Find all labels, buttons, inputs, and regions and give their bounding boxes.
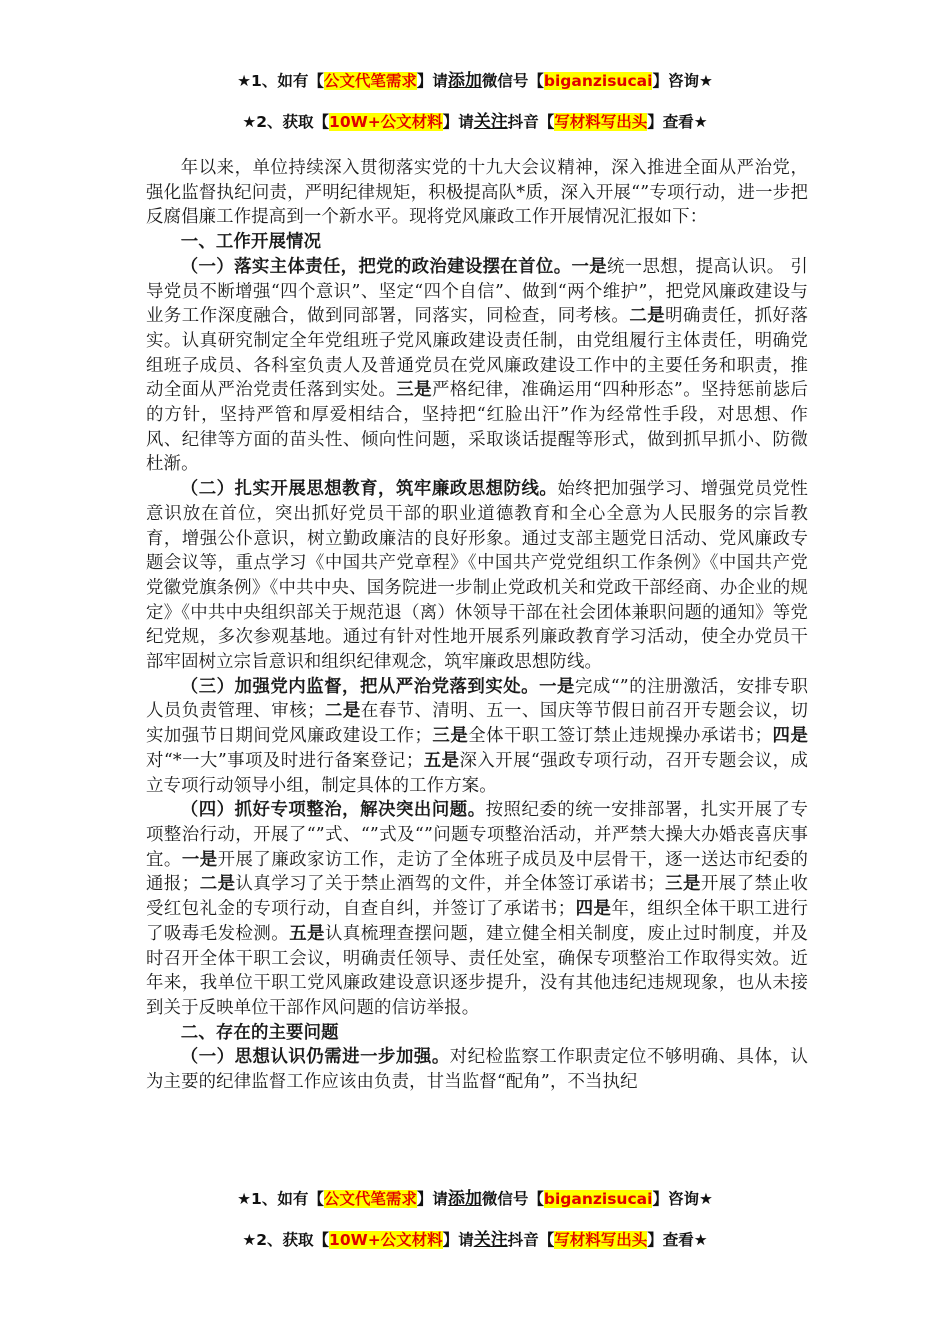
intro-paragraph: 年以来，单位持续深入贯彻落实党的十九大会议精神，深入推进全面从严治党，强化监督执纪问责，严明纪律规矩，积极提高队*质，深入开展“”专项行动，进一步把反腐倡廉工作提高到一个新水平。现将党风廉政工作开展情况汇报如下： [146,158,808,228]
banner-text: 微信号【 [481,1190,544,1208]
paragraph-heading: （三）加强党内监督，把从严治党落到实处。 [180,676,540,697]
banner-text: 微信号【 [481,72,544,90]
item-lead: 一是 [539,676,575,697]
banner-text: 】查看★ [647,1231,708,1249]
banner-emphasis: 添加 [447,1189,482,1209]
banner-text: ★2、获取【 [242,113,330,131]
banner-text: 】请 [416,72,448,90]
banner-highlight: 公文代笔需求 [323,1190,417,1208]
item-lead: 二是 [629,306,666,327]
banner-text: 】咨询★ [652,1190,713,1208]
banner-text: 抖音【 [507,1231,555,1249]
banner-highlight: biganzisucai [543,1190,653,1208]
item-lead: 一是 [181,849,218,870]
item-text: 开展了廉政家访工作，走访了全体班子成员及中层骨干，逐一送达市纪委的通报； [146,849,808,895]
banner-emphasis: 关注 [473,112,508,132]
banner-text: 】查看★ [647,113,708,131]
item-text: 对纪检监察工作职责定位不够明确、具体，认为主要的纪律监督工作应该由负责，甘当监督“配角”，不当执纪 [146,1047,808,1093]
item-text: 认真学习了关于禁止酒驾的文件，并全体签订承诺书； [235,874,665,895]
item-text: 深入开展“强政专项行动，召开专题会议，成立专项行动领导小组，制定具体的工作方案。 [146,750,808,796]
promo-banner-top-2 [0,111,950,133]
banner-highlight: 写材料写出头 [554,113,648,131]
item-text: 统一思想，提高认识。 引导党员不断增强“四个意识”、坚定“四个自信”、做到“两个维护”，把党风廉政建设与业务工作深度融合，做到同部署，同落实，同检查，同考核。 [146,256,808,327]
item-text: 完成“”的注册激活，安排专职人员负责管理、审核； [146,676,808,722]
item-lead: 五是 [423,750,460,771]
paragraph-heading: （一）思想认识仍需进一步加强。 [180,1047,450,1068]
item-lead: 二是 [324,701,361,722]
item-text: 在春节、清明、五一、国庆等节假日前召开专题会议，切实加强节日期间党风廉政建设工作； [146,701,808,747]
promo-banner-bottom-1 [0,1188,950,1210]
item-text: 年，组织全体干职工进行了吸毒毛发检测。 [146,899,808,944]
banner-highlight: 写材料写出头 [554,1231,648,1249]
paragraph-1 [146,255,808,477]
item-text: 始终把加强学习、增强党员党性意识放在首位，突出抓好党员干部的职业道德教育和全心全意为人民服务的宗旨教育，增强公仆意识，树立勤政廉洁的良好形象。通过支部主题党日活动、党风廉政专题会议等，重点学习《中国共产党章程》《中国共产党党组织工作条例》《中国共产党党徽党旗条例》《中共中央、国务院进一步制止党政机关和党政干部经商、办企业的规定》《中共中央组织部关于规范退（离）休领导干部在社会团体兼职问题的通知》等党纪党规，多次参观基地。通过有针对性地开展系列廉政教育学习活动，使全办党员干部牢固树立宗旨意识和组织纪律观念，筑牢廉政思想防线。 [146,479,809,673]
banner-text: 】请 [442,113,474,131]
banner-highlight: 10W+公文材料 [329,1231,443,1249]
section-heading-1: 一、工作开展情况 [180,232,322,253]
item-text: 对“*一大”事项及时进行备案登记； [146,750,424,771]
item-text: 按照纪委的统一安排部署，扎实开展了专项整治行动，开展了“”式、“”式及“”问题专项整治活动，并严禁大操大办婚丧喜庆事宜。 [146,800,808,870]
paragraph-5 [146,1045,808,1094]
paragraph-3 [146,675,808,799]
promo-banner-bottom-2 [0,1229,950,1251]
banner-text: ★1、如有【 [237,72,324,90]
promo-banner-top-1 [0,70,950,92]
item-text: 开展了禁止收受红包礼金的专项行动，自查自纠，并签订了承诺书； [146,874,808,920]
paragraph-heading: （四）抓好专项整治，解决突出问题。 [180,800,486,821]
item-lead: 三是 [432,726,469,747]
paragraph-heading: （二）扎实开展思想教育，筑牢廉政思想防线。 [180,479,558,500]
item-lead: 一是 [571,256,607,277]
item-text: 认真梳理查摆问题，建立健全相关制度，废止过时制度，并及时召开全体干职工会议，明确责任领导、责任处室，确保专项整治工作取得实效。近年来，我单位干职工党风廉政建设意识逐步提升，没有其他违纪违规现象，也从未接到关于反映单位干部作风问题的信访举报。 [146,923,808,1018]
banner-text: ★2、获取【 [242,1231,330,1249]
section-heading-2: 二、存在的主要问题 [180,1022,339,1043]
item-text: 明确责任，抓好落实。认真研究制定全年党组班子党风廉政建设责任制，由党组履行主体责任，明确党组班子成员、各科室负责人及普通党员在党风廉政建设工作中的主要任务和职责，推动全面从严治党责任落到实处。 [146,306,808,401]
item-text: 全体干职工签订禁止违规操办承诺书； [468,726,773,747]
banner-text: 抖音【 [507,113,555,131]
banner-text: 】请 [442,1231,474,1249]
paragraph-2 [146,477,808,675]
banner-emphasis: 关注 [473,1230,508,1250]
item-lead: 二是 [199,874,236,895]
document-body [146,156,808,1095]
banner-highlight: biganzisucai [543,72,653,90]
banner-text: ★1、如有【 [237,1190,324,1208]
item-text: 严格纪律，准确运用“四种形态”。坚持惩前毖后的方针，坚持严管和厚爱相结合，坚持把“红脸出汗”作为经常性手段，对思想、作风、纪律等方面的苗头性、倾向性问题，采取谈话提醒等形式，做到抓早抓小、防微杜渐。 [146,380,808,475]
banner-emphasis: 添加 [447,71,482,91]
paragraph-4 [146,798,808,1020]
item-lead: 四是 [575,899,612,920]
paragraph-heading: （一）落实主体责任，把党的政治建设摆在首位。 [180,256,572,277]
item-lead: 三是 [396,380,433,401]
item-lead: 五是 [289,923,326,944]
banner-highlight: 公文代笔需求 [323,72,417,90]
item-lead: 四是 [772,726,808,747]
item-lead: 三是 [664,874,701,895]
banner-text: 】咨询★ [652,72,713,90]
banner-highlight: 10W+公文材料 [329,113,443,131]
banner-text: 】请 [416,1190,448,1208]
